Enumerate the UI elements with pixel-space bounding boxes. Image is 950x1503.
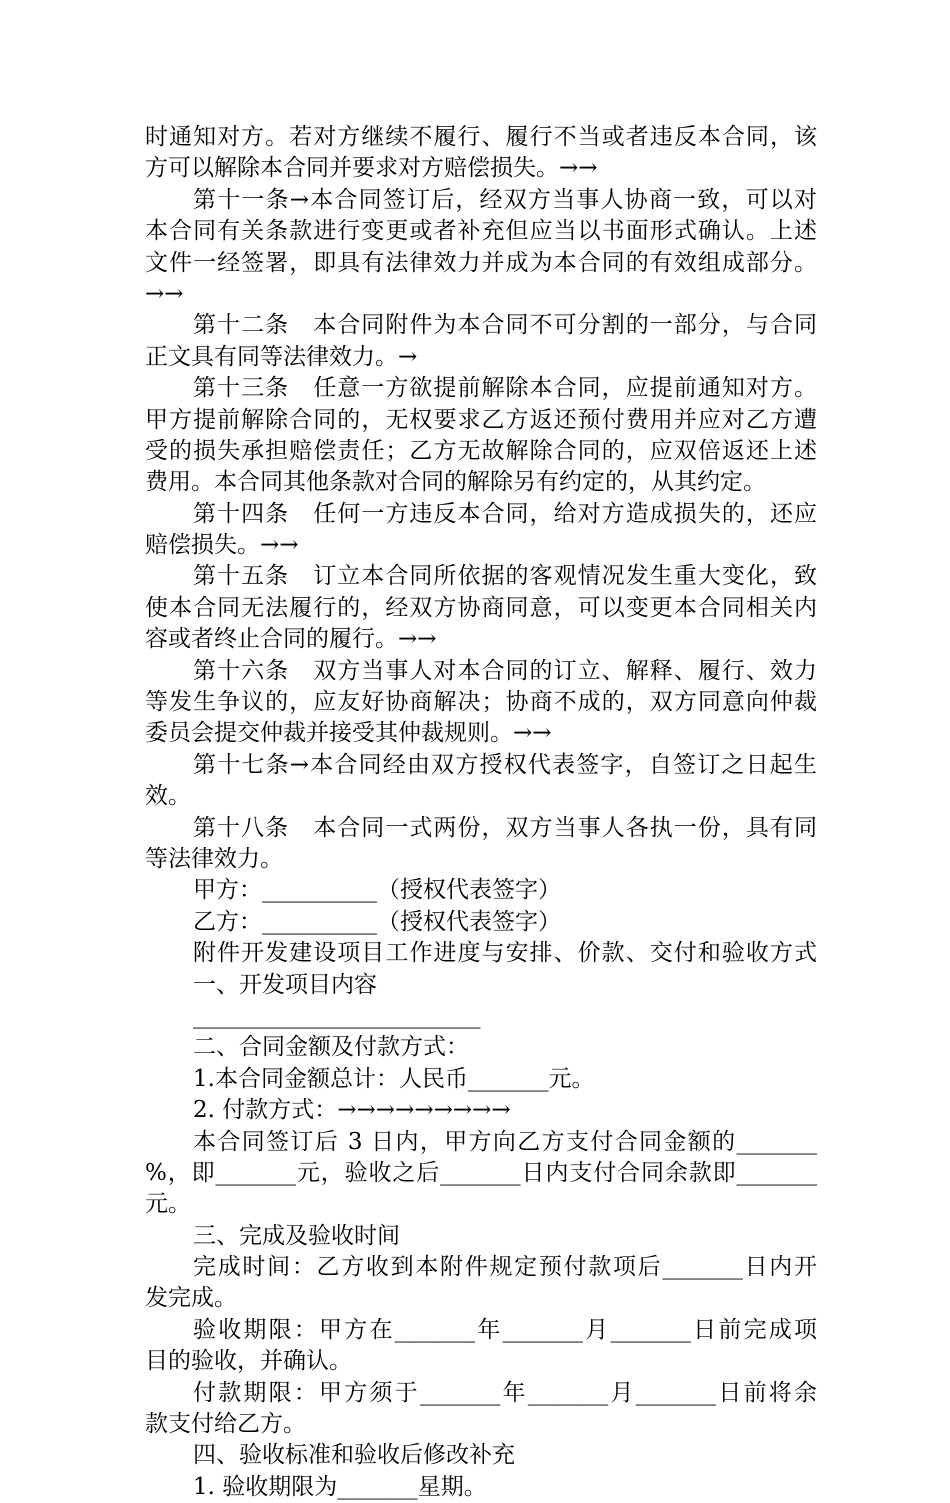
document-line: %，即_______元，验收之后_______日内支付合同余款即_______	[145, 1159, 817, 1186]
document-line: 等发生争议的，应友好协商解决；协商不成的，双方同意向仲裁	[145, 689, 817, 716]
document-line: 1.本合同金额总计：人民币_______元。	[193, 1065, 595, 1092]
document-line: 1. 验收期限为_______星期。	[193, 1473, 487, 1500]
document-line: 甲方：__________（授权代表签字）	[193, 877, 561, 904]
document-line: 等法律效力。	[145, 845, 283, 872]
document-line: 完成时间：乙方收到本附件规定预付款项后_______日内开	[193, 1254, 817, 1281]
document-line: 目的验收，并确认。	[145, 1348, 352, 1375]
document-line: 委员会提交仲裁并接受其仲裁规则。→→	[145, 720, 552, 747]
document-line: 附件开发建设项目工作进度与安排、价款、交付和验收方式	[193, 940, 817, 967]
document-line: 第十五条 订立本合同所依据的客观情况发生重大变化，致	[193, 563, 817, 590]
document-line: 验收期限：甲方在_______年_______月_______日前完成项	[193, 1316, 817, 1343]
document-line: 第十八条 本合同一式两份，双方当事人各执一份，具有同	[193, 814, 817, 841]
document-line: 2. 付款方式：→→→→→→→→→	[193, 1097, 511, 1124]
document-line: 第十四条 任何一方违反本合同，给对方造成损失的，还应	[193, 500, 817, 527]
document-line: 第十六条 双方当事人对本合同的订立、解释、履行、效力	[193, 657, 817, 684]
document-line: 方可以解除本合同并要求对方赔偿损失。→→	[145, 155, 598, 182]
document-line: _________________________	[193, 1002, 481, 1029]
document-line: 乙方：__________（授权代表签字）	[193, 908, 561, 935]
document-line: 效。	[145, 783, 191, 810]
document-line: 第十一条→本合同签订后，经双方当事人协商一致，可以对	[193, 186, 817, 213]
contract-page	[145, 122, 817, 1503]
document-line: 本合同签订后 3 日内，甲方向乙方支付合同金额的_______	[193, 1128, 817, 1155]
document-line: 费用。本合同其他条款对合同的解除另有约定的，从其约定。	[145, 469, 766, 496]
document-line: 本合同有关条款进行变更或者补充但应当以书面形式确认。上述	[145, 218, 817, 245]
document-line: 第十七条→本合同经由双方授权代表签字，自签订之日起生	[193, 751, 817, 778]
document-line: 赔偿损失。→→	[145, 532, 299, 559]
document-line: 文件一经签署，即具有法律效力并成为本合同的有效组成部分。	[145, 249, 817, 276]
document-line: 使本合同无法履行的，经双方协商同意，可以变更本合同相关内	[145, 594, 817, 621]
document-line: 第十三条 任意一方欲提前解除本合同，应提前通知对方。	[193, 375, 817, 402]
document-line: 一、开发项目内容	[193, 971, 377, 998]
document-line: →→	[145, 280, 184, 307]
document-line: 容或者终止合同的履行。→→	[145, 626, 437, 653]
document-line: 甲方提前解除合同的，无权要求乙方返还预付费用并应对乙方遭	[145, 406, 817, 433]
document-line: 第十二条 本合同附件为本合同不可分割的一部分，与合同	[193, 312, 817, 339]
document-line: 二、合同金额及付款方式：	[193, 1034, 469, 1061]
document-line: 时通知对方。若对方继续不履行、履行不当或者违反本合同，该	[145, 124, 817, 150]
document-line: 元。	[145, 1191, 191, 1218]
document-line: 三、完成及验收时间	[193, 1222, 400, 1249]
document-line: 受的损失承担赔偿责任；乙方无故解除合同的，应双倍返还上述	[145, 437, 817, 464]
document-line: 付款期限：甲方须于_______年_______月_______日前将余	[193, 1379, 817, 1406]
document-line: 正文具有同等法律效力。→	[145, 343, 418, 370]
document-line: 款支付给乙方。	[145, 1411, 306, 1438]
document-line: 发完成。	[145, 1285, 237, 1312]
document-line: 四、验收标准和验收后修改补充	[193, 1442, 515, 1469]
